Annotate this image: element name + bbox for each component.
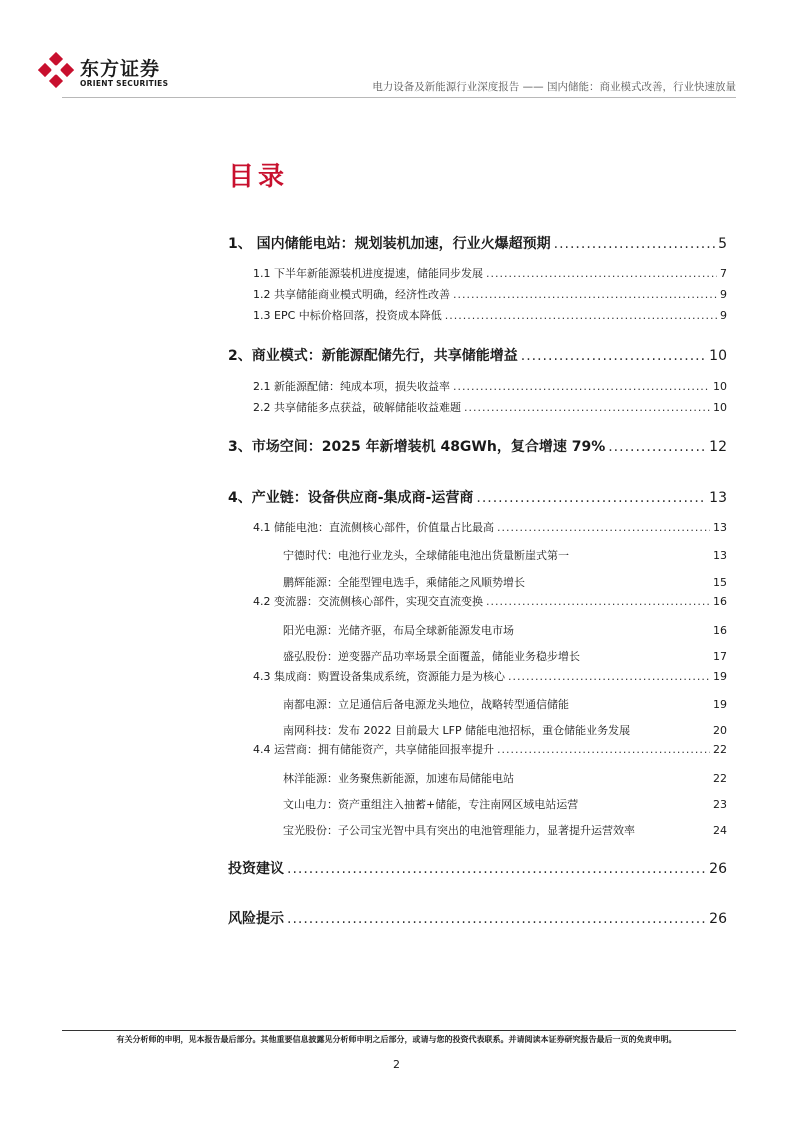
toc-entry-page: 7 [720, 267, 727, 280]
toc-entry-title: 宁德时代：电池行业龙头，全球储能电池出货量断崖式第一 [283, 549, 569, 562]
toc-entry-1[interactable] [228, 233, 727, 253]
toc-entry-title: 投资建议 [228, 861, 284, 877]
toc-leader-dots [554, 236, 715, 252]
toc-leader-dots [287, 911, 706, 927]
footer-divider [62, 1030, 736, 1031]
toc-entry-2-1[interactable] [253, 378, 727, 394]
toc-entry-page: 26 [709, 861, 727, 877]
toc-entry-title: 4.3 集成商：购置设备集成系统，资源能力是为核心 [253, 670, 505, 683]
toc-entry-title: 2.2 共享储能多点获益，破解储能收益难题 [253, 401, 461, 414]
toc-entry-baoguang[interactable] [283, 822, 727, 838]
toc-entry-title: 盛弘股份：逆变器产品功率场景全面覆盖，储能业务稳步增长 [283, 650, 580, 663]
toc-entry-wenshan[interactable] [283, 796, 727, 812]
toc-leader-dots [521, 348, 706, 364]
toc-entry-title: 4.2 变流器：交流侧核心部件，实现交直流变换 [253, 595, 483, 608]
toc-entry-page: 24 [713, 824, 727, 837]
toc-entry-3[interactable] [228, 436, 727, 456]
toc-entry-page: 13 [713, 521, 727, 534]
toc-entry-title: 1、 国内储能电站：规划装机加速，行业火爆超预期 [228, 236, 551, 252]
logo-diamond-icon [38, 52, 74, 88]
toc-entry-risk-warning[interactable] [228, 908, 727, 928]
toc-entry-page: 17 [713, 650, 727, 663]
toc-entry-page: 10 [709, 348, 727, 364]
toc-leader-dots [476, 490, 706, 506]
toc-entry-1-1[interactable] [253, 265, 727, 281]
toc-entry-2-2[interactable] [253, 399, 727, 415]
toc-entry-title: 2.1 新能源配储：纯成本项，损失收益率 [253, 380, 450, 393]
toc-leader-dots [508, 670, 710, 683]
toc-entry-investment-advice[interactable] [228, 858, 727, 878]
toc-entry-page: 26 [709, 911, 727, 927]
toc-entry-page: 23 [713, 798, 727, 811]
toc-leader-dots [287, 861, 706, 877]
toc-entry-title: 阳光电源：光储齐驱，布局全球新能源发电市场 [283, 624, 514, 637]
toc-entry-page: 13 [709, 490, 727, 506]
toc-entry-4-3[interactable] [253, 668, 727, 684]
toc-entry-title: 南网科技：发布 2022 目前最大 LFP 储能电池招标，重仓储能业务发展 [283, 724, 631, 737]
toc-leader-dots [453, 380, 710, 393]
toc-entry-shenghong[interactable] [283, 648, 727, 664]
toc-entry-title: 4.4 运营商：拥有储能资产，共享储能回报率提升 [253, 743, 494, 756]
toc-entry-page: 5 [718, 236, 727, 252]
toc-entry-page: 22 [713, 772, 727, 785]
toc-entry-page: 13 [713, 549, 727, 562]
toc-entry-catl[interactable] [283, 547, 727, 563]
toc-entry-linyang[interactable] [283, 770, 727, 786]
toc-entry-4-4[interactable] [253, 741, 727, 757]
toc-entry-title: 1.1 下半年新能源装机进度提速，储能同步发展 [253, 267, 483, 280]
toc-entry-page: 19 [713, 698, 727, 711]
header-divider [62, 97, 736, 98]
toc-entry-page: 16 [713, 595, 727, 608]
company-logo [38, 52, 188, 92]
toc-entry-4-2[interactable] [253, 593, 727, 609]
footer-disclaimer: 有关分析师的申明，见本报告最后部分。其他重要信息披露见分析师申明之后部分，或请与您的投资代表联系。并请阅读本证券研究报告最后一页的免责申明。 [116, 1035, 677, 1044]
toc-entry-page: 22 [713, 743, 727, 756]
toc-leader-dots [445, 309, 717, 322]
toc-entry-title: 宝光股份：子公司宝光智中具有突出的电池管理能力，显著提升运营效率 [283, 824, 635, 837]
logo-english-name: ORIENT SECURITIES [80, 79, 169, 88]
toc-entry-title: 文山电力：资产重组注入抽蓄+储能，专注南网区域电站运营 [283, 798, 579, 811]
toc-entry-title: 2、商业模式：新能源配储先行，共享储能增益 [228, 348, 518, 364]
toc-entry-title: 4.1 储能电池：直流侧核心部件，价值量占比最高 [253, 521, 494, 534]
toc-entry-page: 10 [713, 380, 727, 393]
logo-chinese-name: 东方证券 [80, 58, 161, 80]
toc-entry-page: 16 [713, 624, 727, 637]
toc-leader-dots [608, 439, 706, 455]
toc-entry-narada[interactable] [283, 696, 727, 712]
toc-entry-title: 林洋能源：业务聚焦新能源，加速布局储能电站 [283, 772, 514, 785]
toc-entry-page: 12 [709, 439, 727, 455]
toc-entry-penghui[interactable] [283, 574, 727, 590]
toc-entry-title: 鹏辉能源：全能型锂电选手，乘储能之风顺势增长 [283, 576, 525, 589]
toc-entry-page: 9 [720, 309, 727, 322]
toc-entry-4-1[interactable] [253, 519, 727, 535]
toc-leader-dots [497, 521, 710, 534]
toc-entry-4[interactable] [228, 487, 727, 507]
toc-entry-2[interactable] [228, 345, 727, 365]
page-number: 2 [393, 1058, 400, 1071]
toc-entry-page: 20 [713, 724, 727, 737]
toc-leader-dots [486, 595, 710, 608]
toc-entry-title: 南都电源：立足通信后备电源龙头地位，战略转型通信储能 [283, 698, 569, 711]
toc-entry-page: 15 [713, 576, 727, 589]
toc-entry-csg-tech[interactable] [283, 722, 727, 738]
report-header-title: 电力设备及新能源行业深度报告 —— 国内储能：商业模式改善，行业快速放量 [372, 81, 736, 93]
toc-entry-title: 3、市场空间：2025 年新增装机 48GWh，复合增速 79% [228, 439, 606, 455]
toc-entry-title: 1.3 EPC 中标价格回落，投资成本降低 [253, 309, 442, 322]
toc-title: 目录 [228, 162, 289, 192]
toc-leader-dots [497, 743, 710, 756]
toc-entry-page: 10 [713, 401, 727, 414]
toc-entry-1-3[interactable] [253, 307, 727, 323]
toc-entry-page: 19 [713, 670, 727, 683]
toc-entry-page: 9 [720, 288, 727, 301]
toc-leader-dots [486, 267, 717, 280]
toc-leader-dots [464, 401, 710, 414]
toc-entry-1-2[interactable] [253, 286, 727, 302]
toc-entry-sungrow[interactable] [283, 622, 727, 638]
toc-entry-title: 风险提示 [228, 911, 284, 927]
toc-leader-dots [453, 288, 717, 301]
toc-entry-title: 1.2 共享储能商业模式明确，经济性改善 [253, 288, 450, 301]
toc-entry-title: 4、产业链：设备供应商-集成商-运营商 [228, 490, 474, 506]
